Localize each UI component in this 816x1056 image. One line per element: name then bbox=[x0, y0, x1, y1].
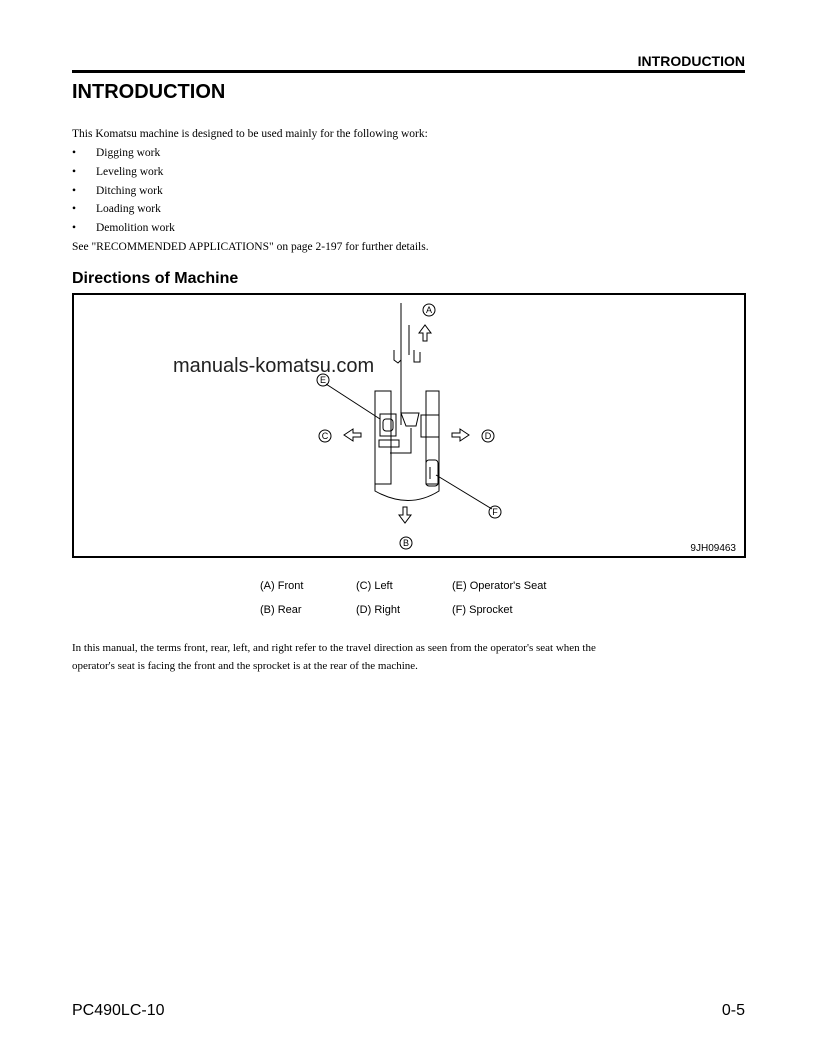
direction-paragraph-line1: In this manual, the terms front, rear, left, and right refer to the travel direction as seen from the operator's seat when the bbox=[72, 642, 596, 654]
bullet: • bbox=[72, 185, 77, 197]
legend-left: (C) Left bbox=[356, 580, 393, 592]
legend-sprocket: (F) Sprocket bbox=[452, 604, 513, 616]
header-rule bbox=[72, 70, 745, 73]
label-b: B bbox=[402, 538, 410, 548]
rear-arrow bbox=[399, 507, 411, 523]
label-a: A bbox=[425, 305, 433, 315]
bullet: • bbox=[72, 147, 77, 159]
legend-rear: (B) Rear bbox=[260, 604, 302, 616]
figure-id: 9JH09463 bbox=[690, 543, 736, 554]
label-d: D bbox=[484, 431, 492, 441]
direction-paragraph-line2: operator's seat is facing the front and the sprocket is at the rear of the machine. bbox=[72, 660, 418, 672]
page-title: INTRODUCTION bbox=[72, 81, 226, 103]
running-header: INTRODUCTION bbox=[637, 53, 745, 69]
section-heading: Directions of Machine bbox=[72, 270, 239, 287]
footer-model: PC490LC-10 bbox=[72, 1002, 165, 1019]
legend-front: (A) Front bbox=[260, 580, 304, 592]
label-e: E bbox=[319, 375, 327, 385]
machine-diagram bbox=[74, 295, 744, 556]
legend-right: (D) Right bbox=[356, 604, 401, 616]
work-item: Demolition work bbox=[96, 222, 175, 234]
intro-text: This Komatsu machine is designed to be used mainly for the following work: bbox=[72, 128, 428, 140]
right-arrow bbox=[452, 429, 469, 441]
label-f: F bbox=[492, 507, 498, 517]
bullet: • bbox=[72, 166, 77, 178]
front-arrow bbox=[419, 325, 431, 341]
work-item: Ditching work bbox=[96, 185, 163, 197]
work-item: Loading work bbox=[96, 203, 161, 215]
see-also-reference: See "RECOMMENDED APPLICATIONS" on page 2-197 for further details. bbox=[72, 241, 429, 253]
bullet: • bbox=[72, 222, 77, 234]
legend-operator-seat: (E) Operator's Seat bbox=[452, 580, 547, 592]
bullet: • bbox=[72, 203, 77, 215]
work-item: Leveling work bbox=[96, 166, 164, 178]
figure-frame bbox=[72, 293, 746, 558]
work-item: Digging work bbox=[96, 147, 161, 159]
label-c: C bbox=[321, 431, 329, 441]
footer-page-number: 0-5 bbox=[721, 1002, 745, 1019]
left-arrow bbox=[344, 429, 361, 441]
watermark: manuals-komatsu.com bbox=[173, 355, 375, 377]
